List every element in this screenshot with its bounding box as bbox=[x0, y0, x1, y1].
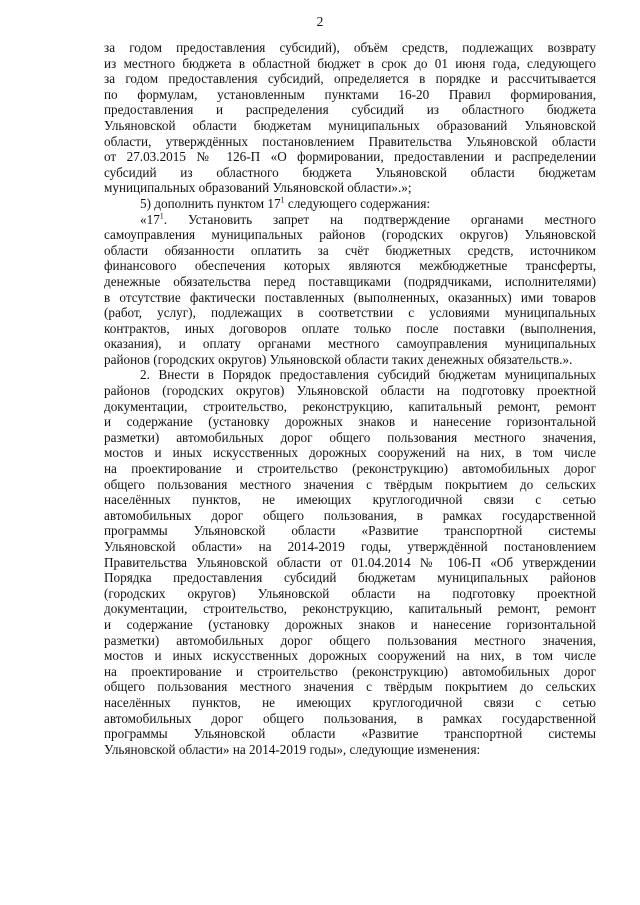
text-line-part: «17 bbox=[140, 211, 160, 227]
text-line bbox=[104, 196, 596, 212]
text-line: предоставления и распределения субсидий из областного бюджета bbox=[104, 102, 596, 118]
text-line-part: следующего содержания: bbox=[284, 195, 431, 211]
text-line: населённых пунктов, не имеющих круглогодичной связи с сетью bbox=[104, 492, 596, 508]
text-line: от 27.03.2015 № 126-П «О формировании, предоставлении и распределении bbox=[104, 149, 596, 165]
text-line: области обязанности оплатить за счёт бюджетных средств, источником bbox=[104, 242, 596, 258]
superscript: 1 bbox=[159, 211, 164, 221]
text-line: на проектирование и строительство (реконструкцию) автомобильных дорог bbox=[104, 663, 596, 679]
text-line: на проектирование и строительство (реконструкцию) автомобильных дорог bbox=[104, 461, 596, 477]
text-line: самоуправления муниципальных районов (городских округов) Ульяновской bbox=[104, 227, 596, 243]
text-line: субсидий из областного бюджета Ульяновской области бюджетам bbox=[104, 164, 596, 180]
text-line: и содержание (установку дорожных знаков и нанесение горизонтальной bbox=[104, 616, 596, 632]
superscript: 1 bbox=[280, 195, 285, 205]
text-line: общего пользования местного значения с твёрдым покрытием до сельских bbox=[104, 679, 596, 695]
text-line: мостов и иных искусственных дорожных сооружений на них, в том числе bbox=[104, 445, 596, 461]
text-line: (работ, услуг), подлежащих в соответствии с условиями муниципальных bbox=[104, 305, 596, 321]
text-line: (городских округов) Ульяновской области на подготовку проектной bbox=[104, 585, 596, 601]
text-line: финансового обеспечения которых являются межбюджетные трансферты, bbox=[104, 258, 596, 274]
text-line: муниципальных образований Ульяновской области».»; bbox=[104, 180, 412, 196]
text-line: контрактов, иных договоров оплате только после поставки (выполнения, bbox=[104, 320, 596, 336]
text-line: автомобильных дорог общего пользования, в рамках государственной bbox=[104, 710, 596, 726]
text-line: мостов и иных искусственных дорожных сооружений на них, в том числе bbox=[104, 648, 596, 664]
text-line: Правительства Ульяновской области от 01.04.2014 № 106-П «Об утверждении bbox=[104, 554, 596, 570]
text-line: документации, строительство, реконструкцию, капитальный ремонт, ремонт bbox=[104, 601, 596, 617]
text-line: разметки) автомобильных дорог общего пользования местного значения, bbox=[104, 429, 596, 445]
text-line: Ульяновской области» на 2014-2019 годы, утверждённой постановлением bbox=[104, 539, 596, 554]
document-body bbox=[104, 40, 596, 757]
text-line: Ульяновской области» на 2014-2019 годы», следующие изменения: bbox=[104, 741, 481, 757]
text-line: 2. Внести в Порядок предоставления субсидий бюджетам муниципальных bbox=[140, 367, 596, 383]
text-line: программы Ульяновской области «Развитие транспортной системы bbox=[104, 523, 596, 539]
text-line-part: 5) дополнить пунктом 17 bbox=[140, 195, 281, 211]
text-line: районов (городских округов) Ульяновской области таких денежных обязательств.». bbox=[104, 351, 573, 367]
text-line: из местного бюджета в областной бюджет в срок до 01 июня года, следующего bbox=[104, 55, 596, 71]
text-line bbox=[104, 212, 596, 228]
text-line: за годом предоставления субсидий), объём средств, подлежащих возврату bbox=[104, 40, 596, 55]
text-line: разметки) автомобильных дорог общего пользования местного значения, bbox=[104, 632, 596, 648]
text-line: районов (городских округов) Ульяновской области на подготовку проектной bbox=[104, 383, 596, 399]
text-line: и содержание (установку дорожных знаков и нанесение горизонтальной bbox=[104, 414, 596, 430]
text-line: области, утверждённых постановлением Правительства Ульяновской области bbox=[104, 133, 596, 149]
text-line: автомобильных дорог общего пользования, в рамках государственной bbox=[104, 507, 596, 523]
text-line: за годом предоставления субсидий, определяется в порядке и рассчитывается bbox=[104, 71, 596, 87]
text-line: программы Ульяновской области «Развитие транспортной системы bbox=[104, 726, 596, 742]
text-line: в отсутствие фактически поставленных (выполненных, оказанных) ими товаров bbox=[104, 289, 596, 305]
text-line: населённых пунктов, не имеющих круглогодичной связи с сетью bbox=[104, 694, 596, 710]
text-line: оказания), и оплату органами местного самоуправления муниципальных bbox=[104, 336, 596, 352]
text-line: денежные обязательства перед поставщиками (подрядчиками, исполнителями) bbox=[104, 273, 596, 289]
text-line: Порядка предоставления субсидий бюджетам муниципальных районов bbox=[104, 570, 596, 586]
text-line-part: . Установить запрет на подтверждение органами местного bbox=[163, 211, 596, 227]
text-line: по формулам, установленным пунктами 16-20 Правил формирования, bbox=[104, 86, 596, 102]
text-line: документации, строительство, реконструкцию, капитальный ремонт, ремонт bbox=[104, 398, 596, 414]
text-line: общего пользования местного значения с твёрдым покрытием до сельских bbox=[104, 476, 596, 492]
text-line: Ульяновской области бюджетам муниципальных образований Ульяновской bbox=[104, 117, 596, 133]
page-number: 2 bbox=[316, 14, 324, 29]
